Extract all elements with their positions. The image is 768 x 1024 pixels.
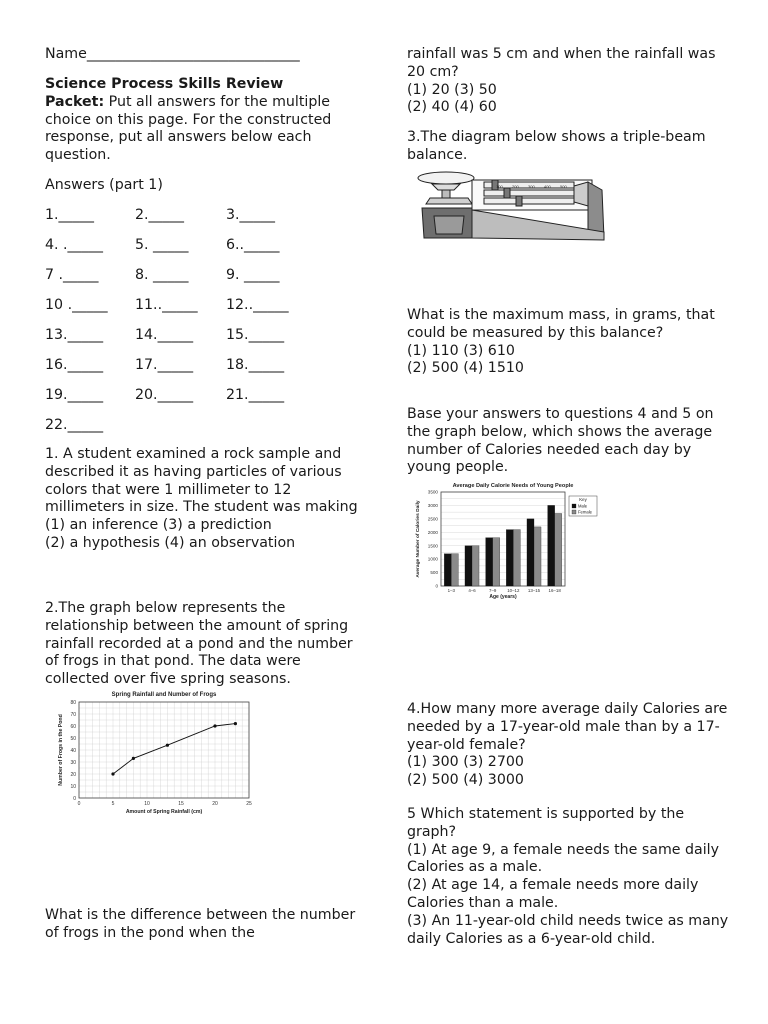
data-point bbox=[111, 772, 114, 775]
answer-blank[interactable]: 3._____ bbox=[226, 207, 276, 223]
x-tick-label: 16–18 bbox=[548, 588, 561, 593]
y-tick-label: 80 bbox=[70, 699, 76, 706]
answer-blank[interactable]: 12.._____ bbox=[226, 297, 289, 313]
y-tick-label: 30 bbox=[70, 759, 76, 766]
question-5-option-2: (2) At age 14, a female needs more daily Calories than a male. bbox=[407, 877, 699, 911]
bar-female bbox=[472, 546, 479, 586]
question-2-options-a: (1) 20 (3) 50 bbox=[407, 81, 497, 98]
question-1-options-b: (2) a hypothesis (4) an observation bbox=[45, 534, 296, 551]
answer-blank[interactable]: 20._____ bbox=[135, 387, 194, 403]
triple-beam-balance-diagram bbox=[412, 168, 608, 248]
balance-scale-label: 400 bbox=[544, 184, 551, 189]
packet-label: Packet: bbox=[45, 93, 105, 110]
question-2 bbox=[45, 600, 365, 689]
question-2-question: What is the difference between the number of frogs in the pond when the bbox=[45, 907, 356, 941]
y-tick-label: 2000 bbox=[427, 529, 438, 535]
x-tick-label: 25 bbox=[246, 801, 252, 807]
bar-male bbox=[486, 538, 493, 586]
balance-scale-label: 200 bbox=[512, 184, 519, 189]
packet-title: Science Process Skills Review bbox=[45, 76, 284, 92]
packet-instructions: Put all answers for the multiple choice on this page. For the constructed response, put all answers below each question. bbox=[45, 93, 332, 164]
answer-blank[interactable]: 21._____ bbox=[226, 387, 285, 403]
question-3-question: What is the maximum mass, in grams, that could be measured by this balance? bbox=[407, 307, 715, 341]
y-tick-label: 60 bbox=[70, 723, 76, 730]
bar-female bbox=[451, 554, 458, 586]
balance-scale-label: 500 bbox=[560, 184, 567, 189]
chart-title: Average Daily Calorie Needs of Young People bbox=[452, 483, 574, 489]
answer-blank[interactable]: 17._____ bbox=[135, 357, 194, 373]
y-tick-label: 0 bbox=[73, 795, 76, 802]
y-tick-label: 2500 bbox=[427, 516, 438, 522]
question-3 bbox=[407, 129, 737, 165]
legend-swatch bbox=[572, 510, 576, 514]
question-3-prompt bbox=[407, 307, 737, 378]
x-tick-label: 15 bbox=[178, 801, 184, 807]
bar-female bbox=[534, 527, 541, 586]
base-questions-4-5 bbox=[407, 406, 729, 477]
question-2-prompt bbox=[45, 907, 365, 943]
y-tick-label: 0 bbox=[435, 583, 438, 589]
answer-blank[interactable]: 18._____ bbox=[226, 357, 285, 373]
question-2-options-b: (2) 40 (4) 60 bbox=[407, 99, 497, 116]
x-tick-label: 10 bbox=[144, 801, 150, 807]
question-3-options-a: (1) 110 (3) 610 bbox=[407, 342, 515, 359]
data-point bbox=[166, 744, 169, 747]
y-axis-label: Number of Frogs in the Pond bbox=[58, 714, 64, 786]
y-tick-label: 1000 bbox=[427, 556, 438, 562]
legend-swatch bbox=[572, 504, 576, 508]
bar-female bbox=[555, 513, 562, 586]
y-tick-label: 40 bbox=[70, 747, 76, 754]
answer-blank[interactable]: 5. _____ bbox=[135, 237, 189, 253]
x-tick-label: 1–3 bbox=[447, 588, 455, 593]
question-4 bbox=[407, 701, 737, 790]
legend-label: Male bbox=[578, 503, 588, 509]
y-axis-label: Average Number of Calories Daily bbox=[416, 500, 421, 578]
bar-male bbox=[548, 505, 555, 586]
answer-blank[interactable]: 8. _____ bbox=[135, 267, 189, 283]
answer-blank[interactable]: 10 ._____ bbox=[45, 297, 108, 313]
legend-label: Female bbox=[578, 509, 592, 515]
question-1 bbox=[45, 446, 370, 553]
question-2-continued bbox=[407, 46, 737, 117]
bar-male bbox=[506, 530, 513, 586]
x-tick-label: 0 bbox=[77, 801, 81, 807]
base-questions-text: Base your answers to questions 4 and 5 on the graph below, which shows the average number of Calories needed each day by young people. bbox=[407, 406, 714, 476]
y-tick-label: 20 bbox=[70, 771, 76, 778]
data-point bbox=[213, 724, 216, 727]
x-tick-label: 7–9 bbox=[489, 588, 497, 593]
y-tick-label: 3000 bbox=[427, 503, 438, 509]
question-5-text: 5 Which statement is supported by the graph? bbox=[407, 806, 685, 840]
x-axis-label: Age (years) bbox=[489, 594, 517, 600]
answer-blank[interactable]: 13._____ bbox=[45, 327, 104, 343]
y-tick-label: 70 bbox=[70, 711, 76, 718]
packet-header bbox=[45, 76, 370, 165]
answer-blank[interactable]: 2._____ bbox=[135, 207, 185, 223]
y-tick-label: 50 bbox=[70, 735, 76, 742]
answer-blank[interactable]: 4. ._____ bbox=[45, 237, 104, 253]
y-tick-label: 1500 bbox=[427, 543, 438, 549]
answer-blank[interactable]: 6.._____ bbox=[226, 237, 280, 253]
question-2-question-continued: rainfall was 5 cm and when the rainfall was 20 cm? bbox=[407, 46, 716, 80]
answers-heading: Answers (part 1) bbox=[45, 177, 163, 193]
question-5-option-3: (3) An 11-year-old child needs twice as many daily Calories as a 6-year-old child. bbox=[407, 912, 729, 947]
x-tick-label: 4–6 bbox=[468, 588, 476, 593]
data-point bbox=[234, 722, 237, 725]
question-5 bbox=[407, 806, 737, 948]
question-2-text: 2.The graph below represents the relationship between the amount of spring rainfall recorded at a pond and the number of frogs in that pond. The data were collected over five spring seasons. bbox=[45, 600, 353, 688]
x-axis-label: Amount of Spring Rainfall (cm) bbox=[125, 809, 203, 815]
question-3-options-b: (2) 500 (4) 1510 bbox=[407, 360, 524, 377]
frog-rainfall-chart bbox=[55, 688, 265, 816]
answer-blank[interactable]: 22._____ bbox=[45, 417, 104, 433]
legend-title: Key bbox=[579, 497, 587, 502]
y-tick-label: 3500 bbox=[427, 489, 438, 495]
answer-blank[interactable]: 15._____ bbox=[226, 327, 285, 343]
bar-male bbox=[444, 554, 451, 586]
question-1-options-a: (1) an inference (3) a prediction bbox=[45, 517, 272, 534]
x-tick-label: 5 bbox=[111, 801, 115, 807]
chart-title: Spring Rainfall and Number of Frogs bbox=[111, 692, 217, 698]
question-4-options-b: (2) 500 (4) 3000 bbox=[407, 772, 524, 789]
data-point bbox=[132, 757, 135, 760]
question-5-option-1: (1) At age 9, a female needs the same daily Calories as a male. bbox=[407, 841, 720, 876]
question-1-text: 1. A student examined a rock sample and described it as having particles of various colors that were 1 millimeter to 12 millimeters in size. The student was making bbox=[45, 446, 358, 516]
bar-male bbox=[527, 519, 534, 586]
x-tick-label: 13–15 bbox=[527, 588, 541, 593]
answer-blank[interactable]: 14._____ bbox=[135, 327, 194, 343]
bar-male bbox=[465, 546, 472, 586]
question-4-text: 4.How many more average daily Calories are needed by a 17-year-old male than by a 17-year-old female? bbox=[407, 701, 728, 753]
bar-female bbox=[513, 530, 520, 586]
answer-blank[interactable]: 16._____ bbox=[45, 357, 104, 373]
answer-blank[interactable]: 1._____ bbox=[45, 207, 95, 223]
answer-blank[interactable]: 11.._____ bbox=[135, 297, 198, 313]
answer-blank[interactable]: 9. _____ bbox=[226, 267, 280, 283]
question-3-text: 3.The diagram below shows a triple-beam balance. bbox=[407, 129, 706, 163]
question-4-options-a: (1) 300 (3) 2700 bbox=[407, 754, 524, 771]
bar-female bbox=[493, 538, 500, 586]
balance-scale-label: 100 bbox=[496, 184, 503, 189]
x-tick-label: 10–12 bbox=[507, 588, 520, 593]
calorie-needs-chart bbox=[411, 480, 601, 606]
name-field[interactable]: Name______________________________ bbox=[45, 46, 300, 62]
answer-blank[interactable]: 19._____ bbox=[45, 387, 104, 403]
y-tick-label: 10 bbox=[70, 783, 76, 790]
balance-scale-label: 300 bbox=[528, 184, 535, 189]
y-tick-label: 500 bbox=[430, 570, 438, 576]
x-tick-label: 20 bbox=[212, 801, 218, 807]
answer-blank[interactable]: 7 ._____ bbox=[45, 267, 99, 283]
